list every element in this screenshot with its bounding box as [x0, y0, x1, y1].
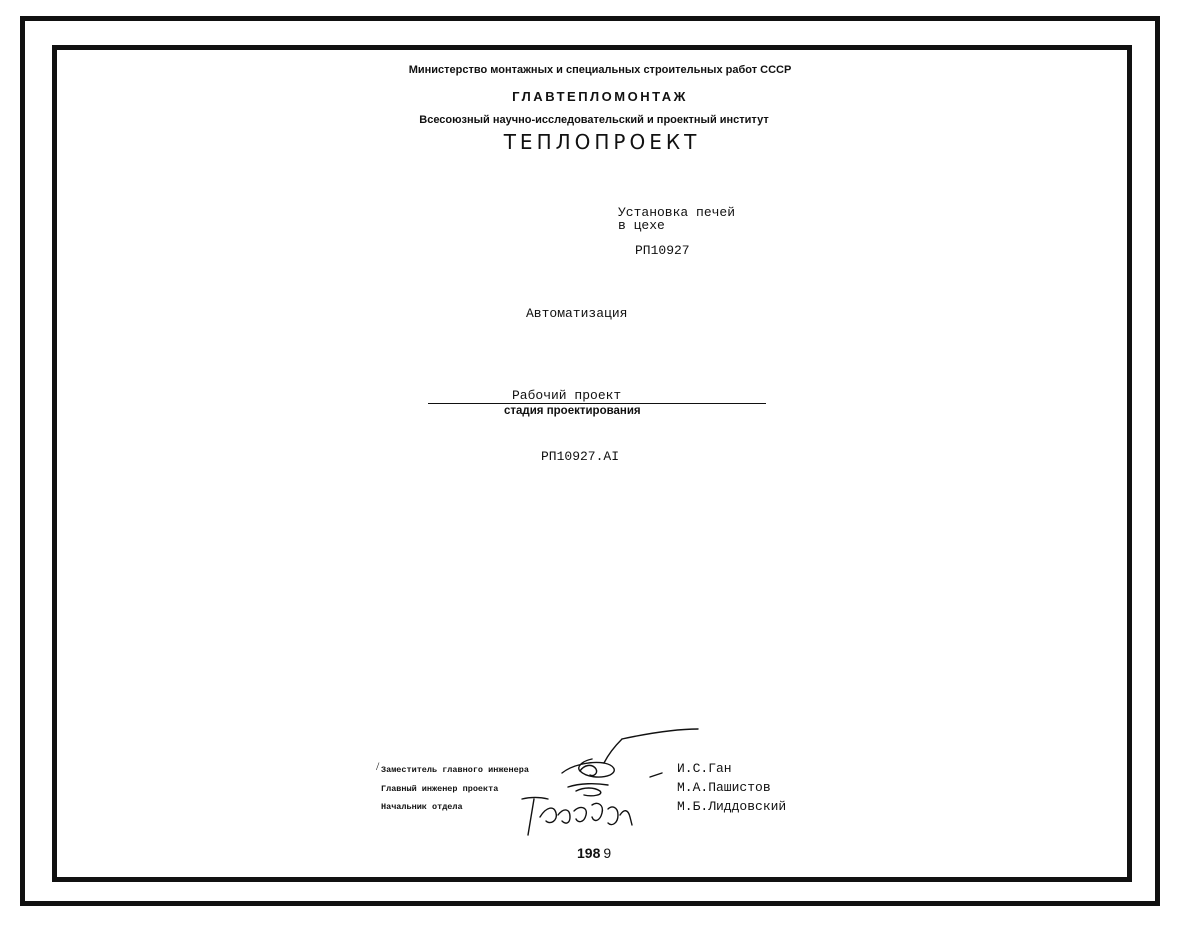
project-title-line2: в цехе	[618, 218, 665, 233]
signer-name-1: И.С.Ган	[677, 761, 732, 776]
ministry-line: Министерство монтажных и специальных строительных работ СССР	[408, 64, 792, 76]
stage-caption: стадия проектирования	[504, 405, 641, 417]
project-title-line1: Установка печей	[618, 205, 736, 220]
organization-name: ГЛАВТЕПЛОМОНТАЖ	[512, 89, 688, 104]
project-code: РП10927	[635, 243, 690, 258]
year-handwritten: 9	[603, 845, 612, 861]
year-printed: 198	[577, 845, 601, 861]
role-chief-project-engineer: Главный инженер проекта	[381, 784, 499, 794]
signer-name-3: М.Б.Лиддовский	[677, 799, 787, 814]
institute-name: ТЕПЛОПРОЕКТ	[503, 130, 701, 154]
section-title: Автоматизация	[526, 306, 628, 321]
document-code: РП10927.АI	[541, 449, 620, 464]
year	[577, 846, 611, 860]
signer-name-2: М.А.Пашистов	[677, 780, 771, 795]
stage-value: Рабочий проект	[512, 388, 622, 403]
stage-underline	[428, 403, 766, 404]
margin-tick-mark: /	[376, 759, 380, 773]
role-deputy-chief-engineer: Заместитель главного инженера	[381, 765, 529, 775]
institute-line: Всесоюзный научно-исследовательский и проектный институт	[419, 114, 769, 126]
signature-3	[522, 798, 632, 836]
signature-2	[568, 784, 608, 796]
role-department-head: Начальник отдела	[381, 802, 463, 812]
